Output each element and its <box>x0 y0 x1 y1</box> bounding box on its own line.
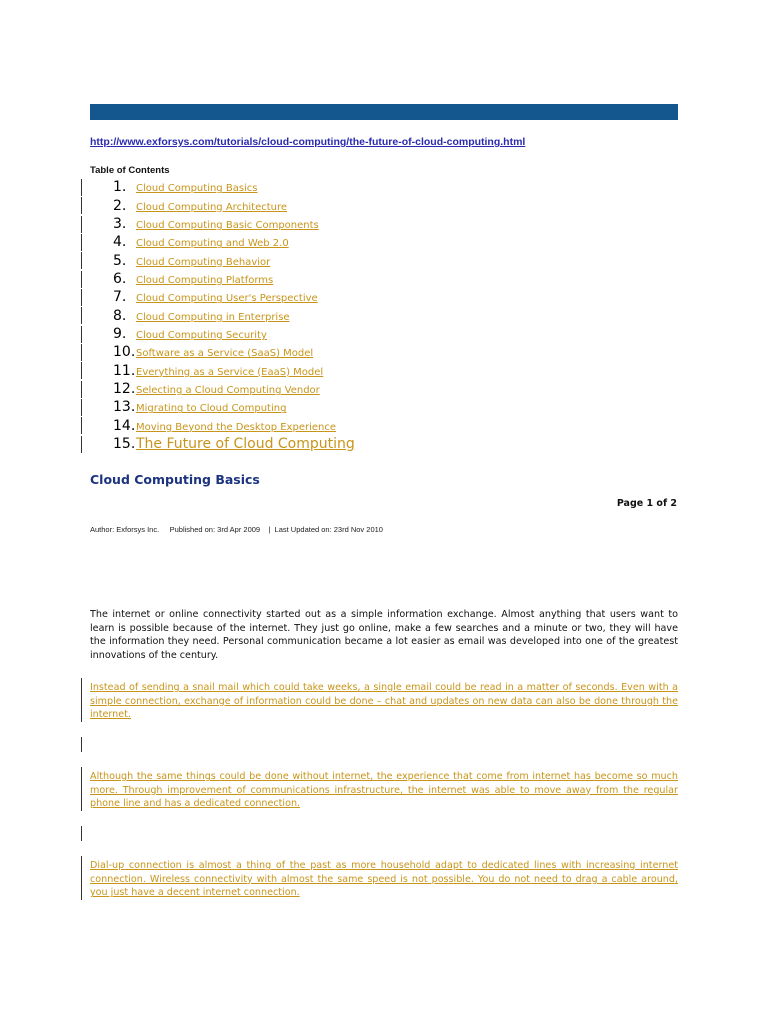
toc-item-link[interactable]: Software as a Service (SaaS) Model <box>136 348 314 360</box>
toc-item: 1. Cloud Computing Basics <box>81 178 355 196</box>
toc-item: 2. Cloud Computing Architecture <box>81 196 355 214</box>
toc-item: 10. Software as a Service (SaaS) Model <box>81 343 355 361</box>
toc-marker <box>81 399 82 416</box>
toc-marker <box>81 381 82 398</box>
toc-item: 13. Migrating to Cloud Computing <box>81 398 355 416</box>
toc-item: 12. Selecting a Cloud Computing Vendor <box>81 380 355 398</box>
quote-marker <box>81 767 82 811</box>
section-title: Cloud Computing Basics <box>90 472 260 487</box>
toc-item-link[interactable]: Cloud Computing in Enterprise <box>136 311 290 323</box>
source-url-link[interactable]: http://www.exforsys.com/tutorials/cloud-computing/the-future-of-cloud-computing.html <box>90 136 526 148</box>
table-of-contents <box>81 178 355 453</box>
toc-marker <box>81 417 82 434</box>
toc-item-link[interactable]: Cloud Computing Platforms <box>136 275 274 287</box>
toc-marker <box>81 344 82 361</box>
toc-title: Table of Contents <box>90 165 170 176</box>
toc-item-link[interactable]: Cloud Computing Security <box>136 330 267 342</box>
toc-item: 15. The Future of Cloud Computing <box>81 435 355 453</box>
page-indicator: Page 1 of 2 <box>616 498 677 509</box>
toc-marker <box>81 307 82 324</box>
toc-item: 7. Cloud Computing User's Perspective <box>81 288 355 306</box>
toc-item-link[interactable]: Everything as a Service (EaaS) Model <box>136 366 324 378</box>
article-meta: Author: Exforsys Inc. Published on: 3rd Apr 2009 | Last Updated on: 23rd Nov 2010 <box>90 525 383 534</box>
toc-item-link[interactable]: Cloud Computing User's Perspective <box>136 293 318 305</box>
paragraph-marker <box>81 737 82 752</box>
paragraph-marker <box>81 826 82 841</box>
toc-marker <box>81 362 82 379</box>
toc-marker <box>81 326 82 343</box>
header-bar <box>90 104 678 120</box>
toc-marker <box>81 436 82 453</box>
quote-marker <box>81 856 82 900</box>
toc-marker <box>81 252 82 269</box>
quote-paragraph-1[interactable]: Instead of sending a snail mail which could take weeks, a single email could be read in a matter of seconds. Even with a simple connection, exchange of information could be done – chat and updates on new data can also be done through the internet. <box>90 682 678 721</box>
toc-item-link[interactable]: Migrating to Cloud Computing <box>136 403 287 415</box>
toc-item: 11. Everything as a Service (EaaS) Model <box>81 361 355 379</box>
toc-item: 14. Moving Beyond the Desktop Experience <box>81 416 355 434</box>
toc-marker <box>81 271 82 288</box>
toc-item-link[interactable]: Cloud Computing Basics <box>136 183 258 195</box>
toc-item-link[interactable]: Cloud Computing Architecture <box>136 201 288 213</box>
toc-item: 9. Cloud Computing Security <box>81 325 355 343</box>
toc-item-link[interactable]: Cloud Computing Behavior <box>136 256 271 268</box>
toc-item: 8. Cloud Computing in Enterprise <box>81 306 355 324</box>
toc-item-link[interactable]: The Future of Cloud Computing <box>136 436 355 453</box>
quote-paragraph-2[interactable]: Although the same things could be done without internet, the experience that come from internet has become so much more. Through improvement of communications infrastructure, the internet was able to move away from the regular phone line and has a dedicated connection. <box>90 771 678 810</box>
toc-marker <box>81 234 82 251</box>
toc-item-link[interactable]: Moving Beyond the Desktop Experience <box>136 421 336 433</box>
toc-item: 4. Cloud Computing and Web 2.0 <box>81 233 355 251</box>
toc-marker <box>81 289 82 306</box>
toc-item-link[interactable]: Cloud Computing and Web 2.0 <box>136 238 289 250</box>
toc-marker <box>81 197 82 214</box>
toc-marker <box>81 179 82 196</box>
intro-paragraph: The internet or online connectivity started out as a simple information exchange. Almost anything that users want to learn is possible because of the internet. They just go online, make a few searches and a minute or two, they will have the information they need. Personal communication became a lot easier as email was developed into one of the greatest innovations of the century. <box>90 609 678 662</box>
toc-item-link[interactable]: Selecting a Cloud Computing Vendor <box>136 385 320 397</box>
toc-item: 5. Cloud Computing Behavior <box>81 251 355 269</box>
toc-item: 6. Cloud Computing Platforms <box>81 270 355 288</box>
toc-marker <box>81 216 82 233</box>
toc-item-link[interactable]: Cloud Computing Basic Components <box>136 220 319 232</box>
toc-item: 3. Cloud Computing Basic Components <box>81 215 355 233</box>
quote-paragraph-3[interactable]: Dial-up connection is almost a thing of the past as more household adapt to dedicated lines with increasing internet connection. Wireless connectivity with almost the same speed is not possible. You do not need to drag a cable around, you just have a decent internet connection. <box>90 860 678 899</box>
quote-marker <box>81 678 82 722</box>
